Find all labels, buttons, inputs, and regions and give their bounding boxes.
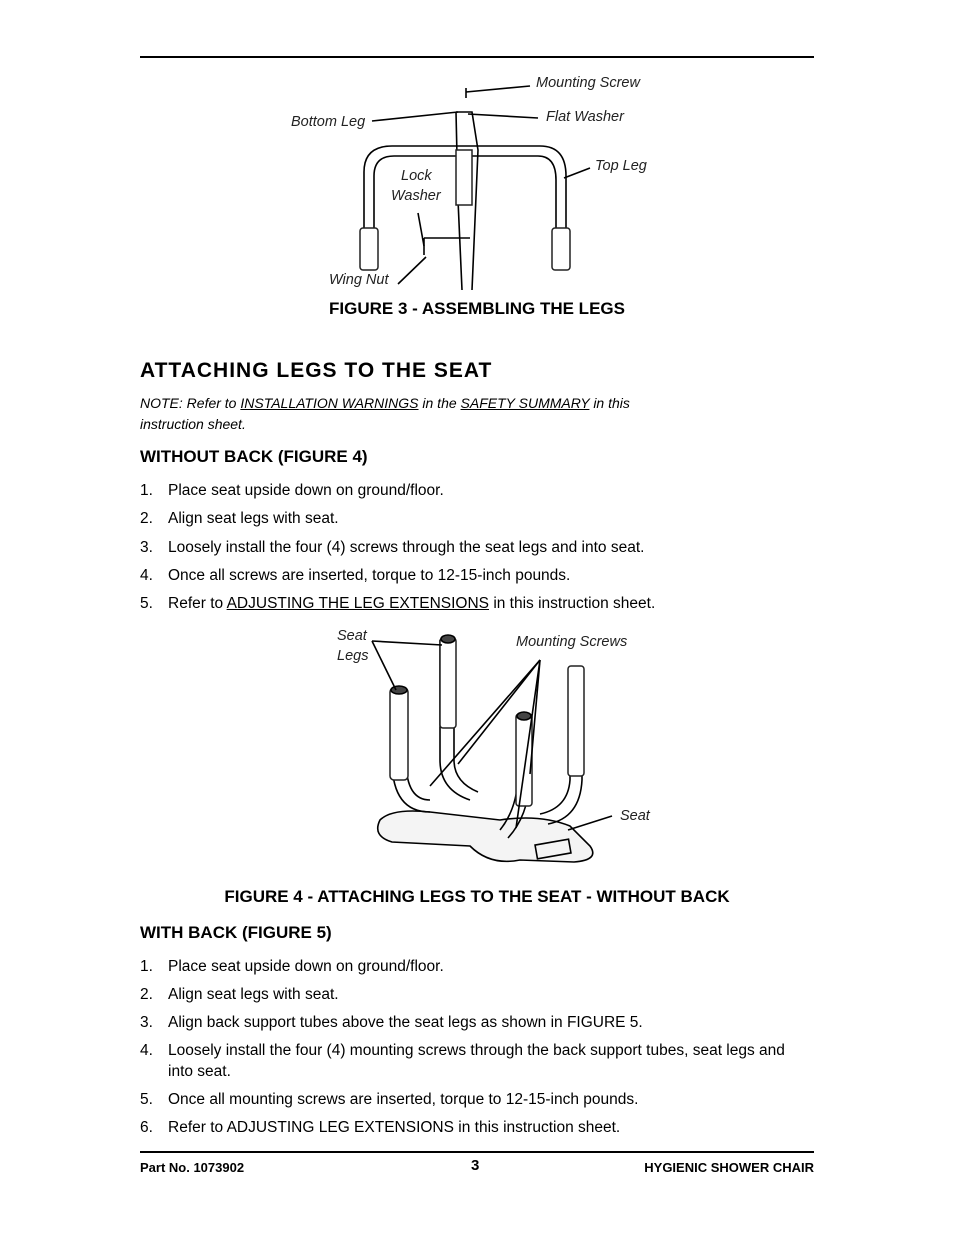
figure-4-caption: FIGURE 4 - ATTACHING LEGS TO THE SEAT - WITHOUT BACK bbox=[224, 887, 730, 906]
label-mounting-screws: Mounting Screws bbox=[516, 634, 628, 650]
step-text: Align seat legs with seat. bbox=[168, 986, 339, 1003]
label-lock-washer-line1: Lock bbox=[401, 168, 432, 184]
step-text: Once all mounting screws are inserted, torque to 12-15-inch pounds. bbox=[168, 1091, 639, 1108]
step-number: 1. bbox=[140, 958, 153, 975]
footer-part-number: Part No. 1073902 bbox=[140, 1160, 245, 1175]
step-text: Place seat upside down on ground/floor. bbox=[168, 958, 444, 975]
label-flat-washer: Flat Washer bbox=[546, 109, 624, 125]
step-text: Once all screws are inserted, torque to 12-15-inch pounds. bbox=[168, 567, 571, 584]
step-text: Loosely install the four (4) screws through the seat legs and into seat. bbox=[168, 539, 645, 556]
step-text-suffix: in this instruction sheet. bbox=[493, 595, 656, 612]
section-title: ATTACHING LEGS TO THE SEAT bbox=[140, 359, 493, 382]
step-text-prefix: Refer to bbox=[168, 595, 224, 612]
step-number: 1. bbox=[140, 482, 153, 499]
label-lock-washer-line2: Washer bbox=[391, 188, 441, 204]
label-wing-nut: Wing Nut bbox=[329, 272, 389, 288]
bottom-rule bbox=[140, 1151, 814, 1153]
without-back-heading: WITHOUT BACK (FIGURE 4) bbox=[140, 447, 368, 466]
link-adjusting-leg-extensions[interactable]: ADJUSTING THE LEG EXTENSIONS bbox=[226, 595, 489, 612]
step-number: 4. bbox=[140, 1042, 153, 1059]
step-number: 4. bbox=[140, 567, 153, 584]
footer-page-number: 3 bbox=[471, 1157, 480, 1174]
figure-3-caption: FIGURE 3 - ASSEMBLING THE LEGS bbox=[329, 299, 625, 318]
with-back-heading: WITH BACK (FIGURE 5) bbox=[140, 923, 332, 942]
step-number: 3. bbox=[140, 1014, 153, 1031]
step-text: Place seat upside down on ground/floor. bbox=[168, 482, 444, 499]
label-seat-legs-line1: Seat bbox=[337, 628, 367, 644]
step-text: Refer to ADJUSTING LEG EXTENSIONS in this instruction sheet. bbox=[168, 1119, 621, 1136]
label-seat: Seat bbox=[620, 808, 650, 824]
step-number: 3. bbox=[140, 539, 153, 556]
label-seat-legs-line2: Legs bbox=[337, 648, 369, 664]
step-number: 5. bbox=[140, 595, 153, 612]
link-installation-warnings[interactable]: INSTALLATION WARNINGS bbox=[240, 395, 419, 411]
note-prefix: NOTE: Refer to bbox=[140, 395, 237, 411]
step-text: Align seat legs with seat. bbox=[168, 510, 339, 527]
step-number: 6. bbox=[140, 1119, 153, 1136]
note-suffix: in this instruction sheet. bbox=[140, 395, 630, 432]
footer-product-name: HYGIENIC SHOWER CHAIR bbox=[644, 1160, 814, 1175]
step-text: Loosely install the four (4) mounting screws through the back support tubes, seat legs and into seat. bbox=[168, 1042, 785, 1080]
step-number: 2. bbox=[140, 510, 153, 527]
step-number: 5. bbox=[140, 1091, 153, 1108]
label-bottom-leg: Bottom Leg bbox=[291, 114, 366, 130]
label-mounting-screw: Mounting Screw bbox=[536, 75, 640, 91]
link-safety-summary[interactable]: SAFETY SUMMARY bbox=[460, 395, 590, 411]
note-mid: in the bbox=[422, 395, 457, 411]
step-number: 2. bbox=[140, 986, 153, 1003]
label-top-leg: Top Leg bbox=[595, 158, 647, 174]
step-text: Align back support tubes above the seat legs as shown in FIGURE 5. bbox=[168, 1014, 643, 1031]
